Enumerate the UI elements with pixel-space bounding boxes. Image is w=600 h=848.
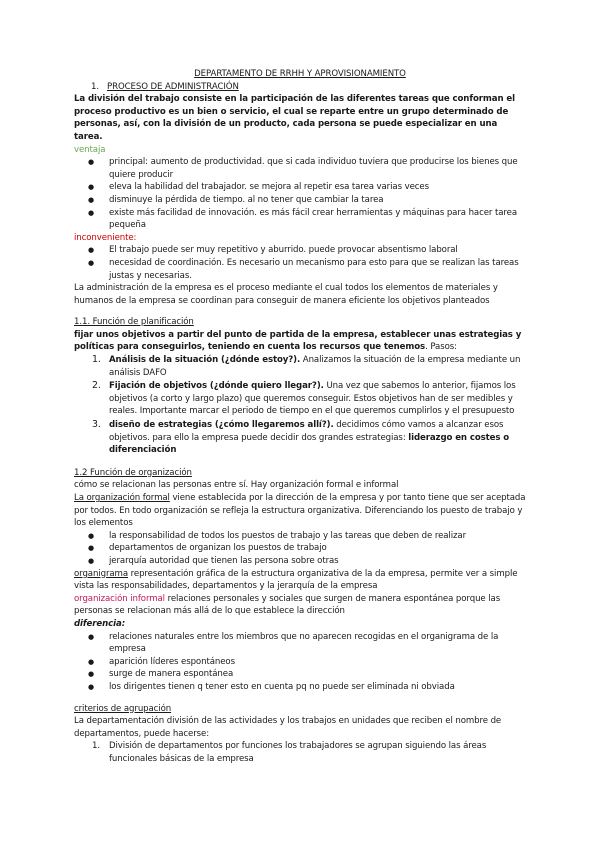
organizacion-intro: cómo se relacionan las personas entre sí. Hay organización formal e informal bbox=[74, 480, 399, 491]
step-title: Fijación de objetivos (¿dónde quiero llegar?). bbox=[109, 381, 324, 392]
list-item: ● departamentos de organizan los puestos de trabajo bbox=[74, 542, 526, 555]
item-text: División de departamentos por funciones los trabajadores se agrupan siguiendo las áreas funcionales básicas de la empresa bbox=[109, 741, 487, 764]
organigrama-text: representación gráfica de la estructura organizativa de la da empresa, permite ver a simple vista las responsabilidades, departamentos y la jerarquía de la empresa bbox=[74, 568, 518, 592]
ventaja-label: ventaja bbox=[74, 144, 106, 155]
planificacion-intro-tail: . Pasos: bbox=[425, 342, 457, 353]
list-item: ● El trabajo puede ser muy repetitivo y aburrido. puede provocar absentismo laboral bbox=[74, 244, 526, 257]
admin-paragraph: La administración de la empresa es el proceso mediante el cual todos los elementos de materiales y humanos de la empresa se coordinan para conseguir de manera eficiente los objetivos planteados bbox=[74, 283, 498, 306]
planificacion-intro bbox=[74, 329, 526, 354]
organizacion-formal bbox=[74, 492, 526, 530]
list-item bbox=[74, 419, 526, 457]
informal-text: relaciones personales y sociales que surgen de manera espontánea porque las personas se relacionan más allá de lo que establece la dirección bbox=[74, 593, 501, 617]
section-heading-1 bbox=[91, 81, 526, 94]
list-item: ● aparición líderes espontáneos bbox=[74, 656, 526, 669]
page-title: DEPARTAMENTO DE RRHH Y APROVISIONAMIENTO bbox=[194, 69, 406, 79]
step-text: decidimos cómo vamos a alcanzar esos objetivos. para ello la empresa puede decidir dos grandes estrategias: bbox=[109, 420, 504, 443]
section-label: PROCESO DE ADMINISTRACIÓN bbox=[107, 81, 239, 92]
organizacion-heading: 1.2 Función de organización bbox=[74, 467, 192, 478]
formal-label: La organización formal bbox=[74, 493, 170, 503]
list-item: ● relaciones naturales entre los miembros que no aparecen recogidas en el organigrama de la empresa bbox=[74, 631, 526, 656]
list-item: ● disminuye la pérdida de tiempo. al no tener que cambiar la tarea bbox=[74, 194, 526, 207]
list-item: ● eleva la habilidad del trabajador. se mejora al repetir esa tarea varias veces bbox=[74, 181, 526, 194]
planificacion-intro-bold: fijar unos objetivos a partir del punto de partida de la empresa, establecer unas estrategias y políticas para conseguirlos, teniendo en cuenta los recursos que tenemos bbox=[74, 329, 522, 353]
agrupacion-intro: La departamentación división de las actividades y los trabajos en unidades que reciben el nombre de departamentos, puede hacerse: bbox=[74, 716, 502, 739]
list-item: ● jerarquía autoridad que tienen las persona sobre otras bbox=[74, 555, 526, 568]
step-number: 3. bbox=[92, 419, 101, 431]
formal-text: viene establecida por la dirección de la empresa y por tanto tiene que ser aceptada por todos. En todo organización se refleja la estructura organizativa. Diferenciando los puesto de trabajo y los elementos bbox=[74, 493, 526, 529]
formal-list bbox=[74, 530, 526, 568]
step-text: Una vez que sabemos lo anterior, fijamos los objetivos (a corto y largo plazo) que queremos conseguir. Estos objetivos han de ser medibles y reales. Importante marcar el periodo de tiempo en el que queremos cumplirlos y el presupuesto bbox=[109, 381, 516, 417]
step-title: diseño de estrategias (¿cómo llegaremos allí?). bbox=[109, 420, 334, 431]
step-number: 1. bbox=[92, 354, 101, 366]
list-item bbox=[74, 354, 526, 379]
list-item: ● surge de manera espontánea bbox=[74, 668, 526, 681]
list-item: ● existe más facilidad de innovación. es más fácil crear herramientas y máquinas para hacer tarea pequeña bbox=[74, 207, 526, 232]
planificacion-steps bbox=[74, 354, 526, 457]
list-item: ● la responsabilidad de todos los puestos de trabajo y las tareas que deben de realizar bbox=[74, 530, 526, 543]
organigrama-paragraph bbox=[74, 568, 526, 593]
list-item: ● principal: aumento de productividad. que si cada individuo tuviera que producirse los bienes que quiere producir bbox=[74, 156, 526, 181]
informal-label: organización informal bbox=[74, 593, 165, 604]
informal-paragraph bbox=[74, 593, 526, 618]
document-page bbox=[74, 68, 526, 766]
diferencia-label: diferencia: bbox=[74, 618, 126, 629]
item-number: 1. bbox=[92, 741, 100, 752]
section-number: 1. bbox=[91, 81, 99, 92]
agrupacion-list bbox=[74, 740, 526, 765]
step-title: Análisis de la situación (¿dónde estoy?). bbox=[109, 355, 301, 366]
diferencia-list bbox=[74, 631, 526, 694]
step-number: 2. bbox=[92, 380, 101, 392]
ventaja-list bbox=[74, 156, 526, 232]
list-item: ● necesidad de coordinación. Es necesario un mecanismo para esto para que se realizan las tareas justas y necesarias. bbox=[74, 257, 526, 282]
inconveniente-list bbox=[74, 244, 526, 282]
planificacion-heading: 1.1. Función de planificación bbox=[74, 317, 194, 328]
list-item: ● los dirigentes tienen q tener esto en cuenta pq no puede ser eliminada ni obviada bbox=[74, 681, 526, 694]
list-item bbox=[74, 740, 526, 765]
list-item bbox=[74, 380, 526, 418]
step-strategy: liderazgo en costes o diferenciación bbox=[109, 432, 510, 456]
intro-paragraph: La división del trabajo consiste en la participación de las diferentes tareas que conforman el proceso productivo es un bien o servicio, el cual se reparte entre un grupo determinado de personas, así, con la división de un producto, cada persona se puede especializar en una tarea. bbox=[74, 94, 515, 142]
agrupacion-heading: criterios de agrupación bbox=[74, 703, 172, 714]
inconveniente-label: inconveniente: bbox=[74, 232, 137, 243]
step-text: Analizamos la situación de la empresa mediante un análisis DAFO bbox=[109, 355, 521, 378]
organigrama-label: organigrama bbox=[74, 568, 128, 579]
